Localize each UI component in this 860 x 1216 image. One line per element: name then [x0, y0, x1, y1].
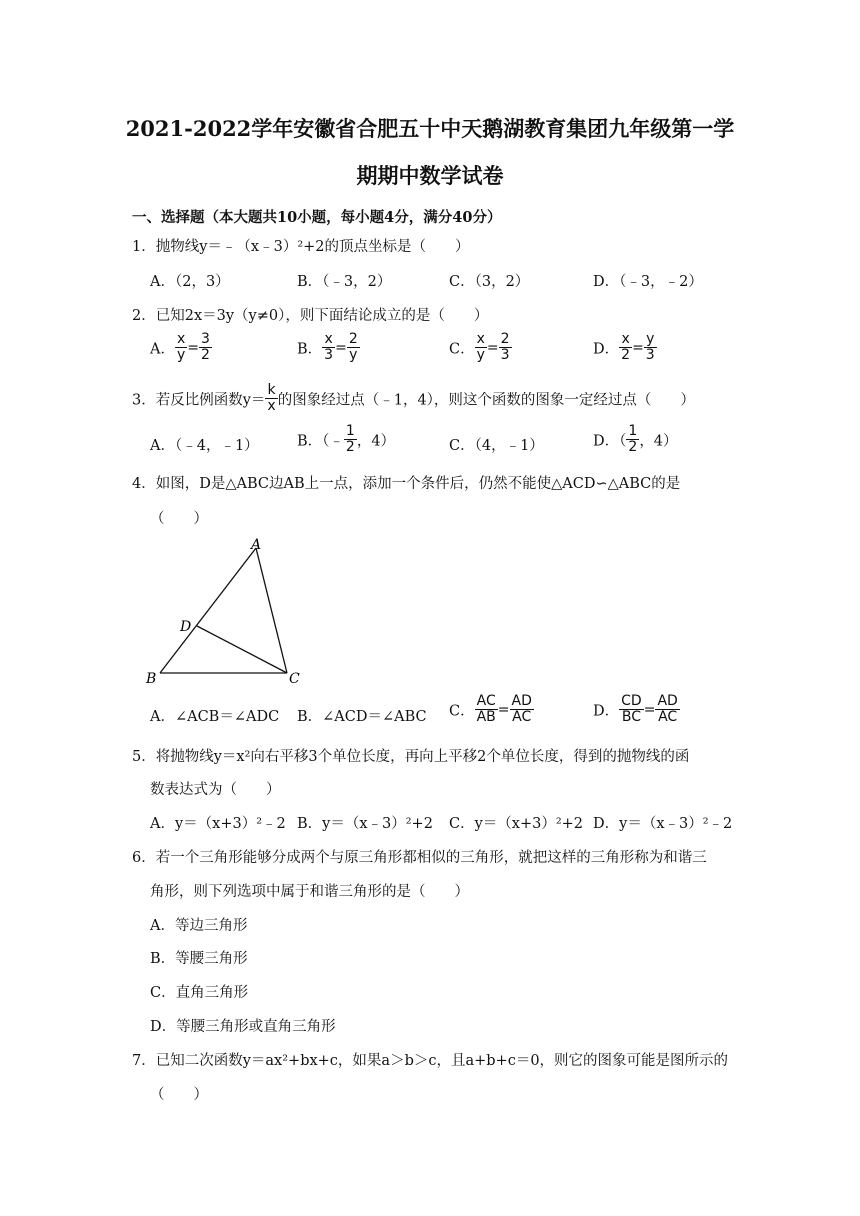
q3-option-c: C．（4，﹣1） [449, 438, 544, 454]
q2-option-a: A． $\frac{x}{y}$ = $\frac{3}{2}$ [150, 331, 210, 364]
q5-option-b: B．y＝（x﹣3）²+2 [297, 816, 433, 832]
q6-option-c: C．直角三角形 [150, 985, 249, 1001]
q3-option-a: A．（﹣4，﹣1） [150, 438, 259, 454]
q5-stem-2: 数表达式为（ ） [150, 782, 281, 798]
q6-option-d: D．等腰三角形或直角三角形 [150, 1019, 336, 1035]
q1-option-a: A．（2，3） [150, 274, 230, 290]
q4-option-b: B．∠ACD＝∠ABC [297, 709, 427, 725]
q6-option-b: B．等腰三角形 [150, 951, 248, 967]
q4-triangle-figure [140, 530, 310, 690]
q3-option-b: B．（﹣ $\frac{1}{2}$ ，4） [297, 423, 396, 456]
q2-stem: 2．已知2x＝3y（y≠0），则下面结论成立的是（ ） [132, 308, 489, 324]
q1-option-d: D．（﹣3，﹣2） [593, 274, 703, 290]
side-ac [256, 548, 287, 673]
vertex-label-c: C [289, 671, 300, 687]
side-ab [160, 548, 256, 673]
vertex-label-b: B [146, 671, 157, 687]
q7-stem-2: （ ） [150, 1087, 208, 1103]
q7-stem-1: 7．已知二次函数y＝ax²+bx+c，如果a＞b＞c，且a+b+c＝0，则它的图象可能是图所示的 [132, 1053, 729, 1069]
q4-stem-1: 4．如图，D是△ABC边AB上一点，添加一个条件后，仍然不能使△ACD∽△ABC的是 [132, 476, 681, 492]
vertex-label-a: A [251, 537, 262, 553]
q2-option-d: D． $\frac{x}{2}$ = $\frac{y}{3}$ [593, 331, 655, 364]
q6-option-a: A．等边三角形 [150, 918, 248, 934]
q5-option-d: D．y＝（x﹣3）²﹣2 [593, 816, 733, 832]
q5-option-a: A．y＝（x+3）²﹣2 [150, 816, 286, 832]
q4-option-a: A．∠ACB＝∠ADC [150, 709, 280, 725]
q1-stem: 1．抛物线y＝﹣（x﹣3）²+2的顶点坐标是（ ） [132, 239, 470, 255]
segment-dc [197, 626, 287, 673]
q2-option-c: C． $\frac{x}{y}$ = $\frac{2}{3}$ [449, 331, 510, 364]
q1-option-b: B．（﹣3，2） [297, 274, 392, 290]
q3-stem: 3．若反比例函数y＝ $\frac{k}{x}$ 的图象经过点（﹣1，4），则这个函数的图象一定经过点（ ） [132, 382, 695, 415]
q6-stem-2: 角形，则下列选项中属于和谐三角形的是（ ） [150, 884, 469, 900]
q4-option-d: D． $\frac{CD}{BC}$ = $\frac{AD}{AC}$ [593, 693, 678, 726]
q2-option-b: B． $\frac{x}{3}$ = $\frac{2}{y}$ [297, 331, 358, 364]
q4-stem-2: （ ） [150, 511, 208, 527]
q1-option-c: C．（3，2） [449, 274, 530, 290]
section-heading: 一、选择题（本大题共10小题，每小题4分，满分40分） [132, 209, 502, 226]
q6-stem-1: 6．若一个三角形能够分成两个与原三角形都相似的三角形，就把这样的三角形称为和谐三 [132, 850, 707, 866]
q5-option-c: C．y＝（x+3）²+2 [449, 816, 584, 832]
vertex-label-d: D [180, 619, 192, 635]
title-line-2: 期期中数学试卷 [356, 163, 504, 188]
q5-stem-1: 5．将抛物线y＝x²向右平移3个单位长度，再向上平移2个单位长度，得到的抛物线的函 [132, 749, 690, 765]
q3-option-d: D．（ $\frac{1}{2}$ ，4） [593, 423, 678, 456]
title-line-1: 2021-2022学年安徽省合肥五十中天鹅湖教育集团九年级第一学 [125, 116, 735, 141]
q4-option-c: C． $\frac{AC}{AB}$ = $\frac{AD}{AC}$ [449, 693, 532, 726]
